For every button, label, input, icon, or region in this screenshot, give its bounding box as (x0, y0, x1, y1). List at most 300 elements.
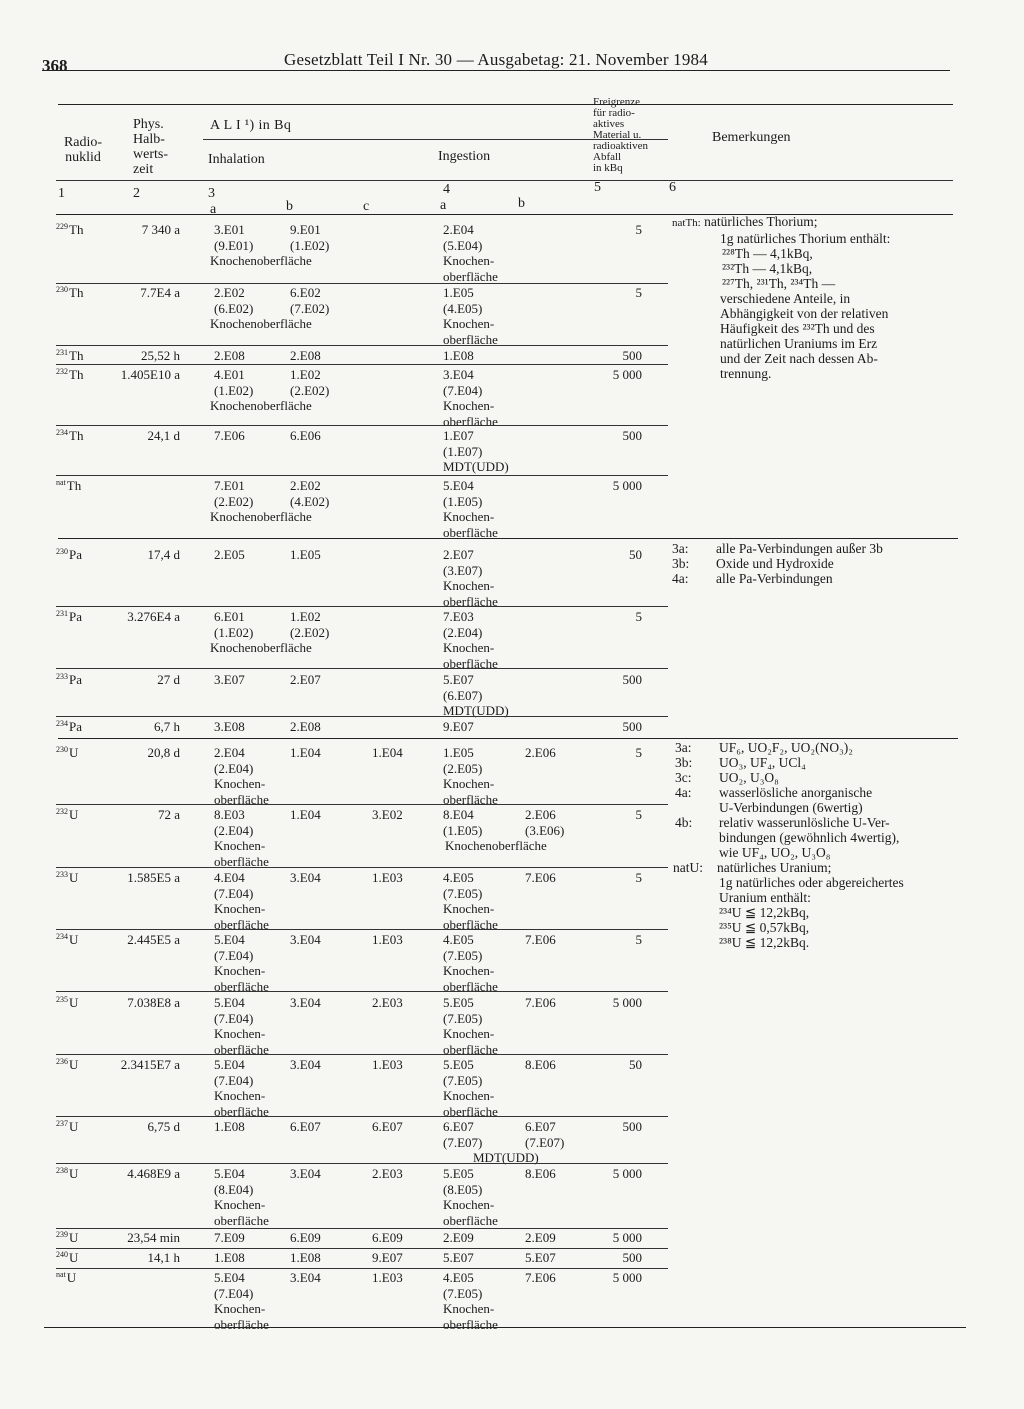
remarks-uranium: 3a: UF₆, UO₂F₂, UO₂(NO₃)₂ 3b: UO₃, UF₄, UCl₄ 3c: UO₂, U₃O₈ 4a: wasserlösliche anorganische U-Verbindungen (6wertig) 4b: relativ wasserunlösliche U-Ver- bindungen (gewöhnlich 4wertig), wie UF₄, UO₂, U₃O₈ natU: natürliches Uranium; 1g natürliches oder abgereichertes Uranium enthält: ²³⁴U ≦ 12,2kBq, ²³⁵U ≦ 0,57kBq, ²³⁸U ≦ 12,2kBq. (673, 740, 904, 950)
inhalation-a-cell-line: Knochen- (214, 776, 266, 791)
header-rule (42, 70, 950, 71)
ingestion-b-cell-line: 2.E06 (525, 745, 556, 760)
subcol-3a: a (210, 202, 217, 217)
inhalation-a-cell-line: 1.E08 (214, 1250, 245, 1265)
radionuklid-cell (56, 285, 83, 301)
ingestion-a-cell-line: 4.E05 (443, 1270, 474, 1285)
mass-number: 232 (56, 807, 68, 816)
element-symbol: U (69, 932, 79, 947)
inhalation-c-cell (372, 870, 403, 886)
subcol-4b: b (518, 196, 525, 211)
inhalation-a-cell-line: 7.E09 (214, 1230, 245, 1245)
halbwertszeit-cell: 6,7 h (154, 719, 180, 734)
inhalation-a-cell-line: 3.E08 (214, 719, 245, 734)
ingestion-a-cell-line: (1.E05) (443, 822, 483, 838)
inhalation-a-cell-line: (9.E01) (214, 237, 254, 253)
ingestion-b-cell-line: 7.E06 (525, 870, 556, 885)
inhalation-a-cell-line: Knochen- (214, 1026, 266, 1041)
mass-number: 231 (56, 348, 68, 357)
inhalation-b-cell (290, 995, 321, 1011)
ingestion-a-cell-line: oberfläche (443, 331, 498, 347)
halbwertszeit-cell: 3.276E4 a (127, 609, 180, 624)
ingestion-a-cell-line: 1.E07 (443, 428, 474, 443)
halbwertszeit-cell: 4.468E9 a (127, 1166, 180, 1181)
inhalation-a-cell (214, 348, 245, 364)
row-rule (56, 991, 668, 992)
ingestion-a-cell-line: (7.E05) (443, 885, 483, 901)
ingestion-b-cell (525, 932, 556, 948)
halbwertszeit-cell: 17,4 d (147, 547, 180, 562)
ingestion-a-cell-line: Knochen- (443, 1301, 495, 1316)
inhalation-a-cell (214, 428, 245, 444)
colnum-1: 1 (58, 186, 65, 201)
halbwertszeit-cell: 25,52 h (141, 348, 180, 363)
ingestion-a-cell-line: Knochen- (443, 398, 495, 413)
element-symbol: U (69, 1230, 79, 1245)
ingestion-a-cell-line: oberfläche (443, 1041, 498, 1057)
ali-header: A L I ¹) in Bq (210, 118, 292, 133)
mass-number: 232 (56, 367, 68, 376)
ingestion-a-cell-line: (7.E05) (443, 1010, 483, 1026)
inhalation-b-cell (290, 807, 321, 823)
freigrenze-cell: 50 (629, 547, 642, 562)
inhalation-c-cell-line: 6.E09 (372, 1230, 403, 1245)
remarks-thorium: natTh: natürliches Thorium; 1g natürliches Thorium enthält: ²²⁸Th — 4,1kBq, ²³²Th — 4,1kBq, ²²⁷Th, ²³¹Th, ²³⁴Th — verschiedene Anteile, in Abhängigkeit von der relativen Häufigkeit des ²³²Th und des natürlichen Uraniums im Erz und der Zeit nach dessen Ab- trennung. (672, 214, 891, 381)
element-symbol: U (69, 870, 79, 885)
inhalation-a-cell-line: oberfläche (214, 791, 269, 807)
inhalation-b-cell-line: 2.E07 (290, 672, 321, 687)
inhalation-a-cell (214, 932, 269, 994)
ingestion-a-cell-line: (4.E05) (443, 300, 483, 316)
row-rule (56, 716, 668, 717)
ingestion-a-cell-line: MDT(UDD) (443, 703, 509, 718)
row-rule (56, 425, 668, 426)
row-rule (56, 1163, 668, 1164)
col-radionuklid-header: Radio- nuklid (63, 135, 103, 165)
ingestion-a-cell (443, 745, 498, 807)
ingestion-a-cell-line: oberfläche (443, 593, 498, 609)
ingestion-a-cell-line: (6.E07) (443, 687, 483, 703)
ingestion-b-cell (525, 807, 564, 838)
inhalation-b-cell-line: (7.E02) (290, 300, 330, 316)
radionuklid-cell (56, 547, 82, 563)
freigrenze-cell: 5 (635, 807, 642, 822)
inhalation-b-cell-line: (2.E02) (290, 624, 330, 640)
mass-number: 236 (56, 1057, 68, 1066)
inhalation-b-cell-line: 1.E08 (290, 1250, 321, 1265)
mass-number: 233 (56, 870, 68, 879)
inhalation-b-cell (290, 1057, 321, 1073)
inhalation-b-cell-line: 3.E04 (290, 932, 321, 947)
inhalation-a-cell-line: 1.E08 (214, 1119, 245, 1134)
radionuklid-cell (56, 1166, 78, 1182)
freigrenze-cell: 5 (635, 609, 642, 624)
radionuklid-cell (56, 807, 78, 823)
inhalation-b-cell-line: 3.E04 (290, 995, 321, 1010)
inhalation-a-cell-line: oberfläche (214, 1212, 269, 1228)
radionuklid-cell (56, 348, 83, 364)
ingestion-a-cell-line: 3.E04 (443, 367, 474, 382)
ingestion-b-cell (525, 1166, 556, 1182)
element-symbol: Pa (69, 609, 82, 624)
ingestion-a-cell (443, 285, 498, 347)
ingestion-b-cell (525, 1250, 556, 1266)
ingestion-a-cell (443, 367, 498, 429)
inhalation-b-cell (290, 367, 329, 398)
inhalation-a-cell-line: (6.E02) (214, 300, 254, 316)
ingestion-b-cell-line: 7.E06 (525, 995, 556, 1010)
mass-number: 233 (56, 672, 68, 681)
freigrenze-cell: 5 (635, 870, 642, 885)
ingestion-b-cell-line: 8.E06 (525, 1057, 556, 1072)
row-rule (56, 1116, 668, 1117)
ingestion-a-cell-line: (7.E05) (443, 1072, 483, 1088)
halbwertszeit-cell: 7.038E8 a (127, 995, 180, 1010)
inhalation-b-cell-line: 2.E08 (290, 348, 321, 363)
inhalation-a-cell (214, 745, 269, 807)
inhalation-c-cell-line: 2.E03 (372, 995, 403, 1010)
ingestion-a-cell-line: oberfläche (443, 978, 498, 994)
inhalation-a-cell (214, 609, 253, 640)
inhalation-b-cell-line: 3.E04 (290, 1166, 321, 1181)
mass-number: 237 (56, 1119, 68, 1128)
inhalation-a-cell-line: oberfläche (214, 1316, 269, 1332)
inhalation-note: Knochenoberfläche (210, 316, 312, 331)
inhalation-a-cell-line: Knochen- (214, 901, 266, 916)
element-symbol: U (69, 745, 79, 760)
inhalation-b-cell-line: 6.E09 (290, 1230, 321, 1245)
inhalation-b-cell-line: 3.E04 (290, 870, 321, 885)
ingestion-a-cell (443, 1166, 498, 1228)
inhalation-a-cell-line: Knochen- (214, 963, 266, 978)
colnum-6: 6 (669, 180, 676, 195)
inhalation-b-cell-line: 1.E02 (290, 367, 321, 382)
inhalation-c-cell (372, 1250, 403, 1266)
ingestion-a-cell-line: 1.E05 (443, 285, 474, 300)
inhalation-a-cell (214, 478, 253, 509)
mass-number: 240 (56, 1250, 68, 1259)
inhalation-c-cell (372, 807, 403, 823)
ingestion-a-cell-line: 5.E04 (443, 478, 474, 493)
element-symbol: Th (69, 285, 84, 300)
inhalation-c-cell-line: 1.E04 (372, 745, 403, 760)
ingestion-a-cell-line: (8.E05) (443, 1181, 483, 1197)
inhalation-c-cell-line: 1.E03 (372, 932, 403, 947)
inhalation-a-cell-line: oberfläche (214, 853, 269, 869)
inhalation-a-cell (214, 1270, 269, 1332)
ingestion-b-cell (525, 995, 556, 1011)
inhalation-b-cell (290, 348, 321, 364)
inhalation-a-cell-line: (2.E02) (214, 493, 254, 509)
ingestion-a-cell-line: MDT(UDD) (443, 459, 509, 474)
inhalation-a-cell (214, 1166, 269, 1228)
table-bottom-rule (44, 1327, 966, 1328)
inhalation-a-cell-line: 4.E04 (214, 870, 245, 885)
mass-number: 234 (56, 719, 68, 728)
subcol-4a: a (440, 198, 447, 213)
row-rule (56, 929, 668, 930)
inhalation-b-cell-line: 2.E08 (290, 719, 321, 734)
inhalation-b-cell-line: (2.E02) (290, 382, 330, 398)
inhalation-c-cell (372, 1119, 403, 1135)
mass-number: 231 (56, 609, 68, 618)
inhalation-b-cell-line: 3.E04 (290, 1270, 321, 1285)
inhalation-a-cell (214, 807, 269, 869)
ingestion-a-cell (443, 222, 498, 284)
col-freigrenze-header: Freigrenze für radio- aktives Material u. radioaktiven Abfall in kBq (593, 96, 648, 174)
inhalation-a-cell-line: oberfläche (214, 1041, 269, 1057)
halbwertszeit-cell: 6,75 d (147, 1119, 180, 1134)
inhalation-b-cell-line: 1.E02 (290, 609, 321, 624)
inhalation-b-cell (290, 745, 321, 761)
inhalation-note: Knochenoberfläche (210, 509, 312, 524)
ingestion-header: Ingestion (438, 149, 491, 164)
freigrenze-cell: 5 (635, 932, 642, 947)
ingestion-a-cell (443, 547, 498, 609)
radionuklid-cell (56, 1057, 78, 1073)
inhalation-a-cell-line: 2.E08 (214, 348, 245, 363)
element-symbol: U (69, 1057, 79, 1072)
radionuklid-cell (56, 932, 78, 948)
ingestion-a-cell (443, 870, 498, 932)
group-rule-pa (58, 738, 958, 739)
halbwertszeit-cell: 2.3415E7 a (120, 1057, 180, 1072)
ingestion-a-cell-line: (2.E05) (443, 760, 483, 776)
ingestion-a-cell (443, 348, 474, 364)
ingestion-a-cell (443, 995, 498, 1057)
ingestion-a-cell-line: oberfläche (443, 268, 498, 284)
page-number: 368 (42, 56, 68, 75)
inhalation-b-cell (290, 932, 321, 948)
radionuklid-cell (56, 222, 83, 238)
radionuklid-cell (56, 719, 82, 735)
inhalation-a-cell-line: 5.E04 (214, 1270, 245, 1285)
inhalation-a-cell-line: Knochen- (214, 1197, 266, 1212)
inhalation-c-cell-line: 1.E03 (372, 1270, 403, 1285)
inhalation-a-cell-line: (1.E02) (214, 624, 254, 640)
element-symbol: Th (69, 428, 84, 443)
inhalation-b-cell (290, 1270, 321, 1286)
inhalation-b-cell-line: 6.E06 (290, 428, 321, 443)
remarks-protactinium: 3a: alle Pa-Verbindungen außer 3b 3b: Oxide und Hydroxide 4a: alle Pa-Verbindungen (672, 541, 883, 586)
mass-number: 230 (56, 745, 68, 754)
mass-number: nat (56, 1270, 66, 1279)
ingestion-a-cell-line: oberfläche (443, 1103, 498, 1119)
radionuklid-cell (56, 672, 82, 688)
inhalation-c-cell (372, 1230, 403, 1246)
row-rule (56, 1054, 668, 1055)
ingestion-b-cell-line: 8.E06 (525, 1166, 556, 1181)
inhalation-a-cell-line: 4.E01 (214, 367, 245, 382)
inhalation-b-cell (290, 1250, 321, 1266)
freigrenze-cell: 500 (622, 348, 642, 363)
row-rule (56, 668, 668, 669)
inhalation-note: Knochenoberfläche (210, 640, 312, 655)
inhalation-b-cell (290, 1166, 321, 1182)
inhalation-a-cell-line: Knochen- (214, 838, 266, 853)
row-rule (56, 1268, 668, 1269)
ingestion-b-cell (525, 1230, 556, 1246)
inhalation-b-cell (290, 1230, 321, 1246)
mass-number: 230 (56, 547, 68, 556)
element-symbol: Th (69, 367, 84, 382)
inhalation-a-cell (214, 222, 253, 253)
inhalation-b-cell-line: 6.E02 (290, 285, 321, 300)
inhalation-c-cell (372, 1057, 403, 1073)
radionuklid-cell (56, 870, 78, 886)
freigrenze-cell: 5 (635, 285, 642, 300)
inhalation-b-cell-line: 1.E04 (290, 745, 321, 760)
radionuklid-cell (56, 1270, 76, 1286)
ingestion-a-cell-line: 4.E05 (443, 932, 474, 947)
ingestion-b-cell-line: 2.E09 (525, 1230, 556, 1245)
inhalation-b-cell (290, 1119, 321, 1135)
ingestion-b-cell-line: 5.E07 (525, 1250, 556, 1265)
freigrenze-cell: 5 000 (612, 367, 642, 382)
inhalation-b-cell (290, 672, 321, 688)
inhalation-a-cell-line: oberfläche (214, 916, 269, 932)
ingestion-a-cell-line: (1.E07) (443, 443, 483, 459)
inhalation-a-cell-line: 2.E04 (214, 745, 245, 760)
ingestion-a-cell-line: 7.E03 (443, 609, 474, 624)
ingestion-b-cell-line: 7.E06 (525, 932, 556, 947)
radionuklid-cell (56, 1230, 78, 1246)
inhalation-a-cell-line: 5.E04 (214, 932, 245, 947)
inhalation-a-cell-line: oberfläche (214, 978, 269, 994)
ingestion-a-cell-line: oberfläche (443, 655, 498, 671)
inhalation-b-cell-line: (4.E02) (290, 493, 330, 509)
element-symbol: U (69, 1250, 79, 1265)
ingestion-a-cell-line: Knochen- (443, 776, 495, 791)
inhalation-a-cell-line: 6.E01 (214, 609, 245, 624)
halbwertszeit-cell: 27 d (157, 672, 180, 687)
ingestion-a-cell-line: 6.E07 (443, 1119, 474, 1134)
inhalation-b-cell-line: 2.E02 (290, 478, 321, 493)
inhalation-header: Inhalation (208, 152, 265, 167)
ingestion-a-cell-line: Knochen- (443, 578, 495, 593)
radionuklid-cell (56, 609, 82, 625)
ingestion-a-cell-line: (5.E04) (443, 237, 483, 253)
colnum-5: 5 (594, 180, 601, 195)
ingestion-note: Knochenoberfläche (445, 838, 547, 853)
ingestion-a-cell-line: Knochen- (443, 509, 495, 524)
remark-th-label: natTh: (672, 217, 701, 229)
ingestion-a-cell (443, 609, 498, 671)
inhalation-a-cell-line: 5.E04 (214, 995, 245, 1010)
inhalation-a-cell (214, 1230, 245, 1246)
freigrenze-cell: 50 (629, 1057, 642, 1072)
inhalation-a-cell (214, 672, 245, 688)
ingestion-a-cell-line: oberfläche (443, 524, 498, 540)
ingestion-a-cell-line: Knochen- (443, 963, 495, 978)
element-symbol: Pa (69, 719, 82, 734)
element-symbol: Pa (69, 672, 82, 687)
freigrenze-cell: 500 (622, 428, 642, 443)
inhalation-a-cell (214, 995, 269, 1057)
ingestion-a-cell-line: oberfläche (443, 916, 498, 932)
freigrenze-cell: 5 (635, 745, 642, 760)
inhalation-a-cell (214, 1250, 245, 1266)
halbwertszeit-cell: 1.405E10 a (120, 367, 180, 382)
ingestion-a-cell-line: oberfläche (443, 1212, 498, 1228)
ingestion-a-cell-line: 5.E07 (443, 1250, 474, 1265)
element-symbol: U (69, 807, 79, 822)
element-symbol: U (69, 995, 79, 1010)
ingestion-a-cell-line: (1.E05) (443, 493, 483, 509)
inhalation-b-cell (290, 478, 329, 509)
ingestion-note: MDT(UDD) (473, 1150, 539, 1165)
inhalation-a-cell-line: 8.E03 (214, 807, 245, 822)
ingestion-a-cell-line: (3.E07) (443, 562, 483, 578)
halbwertszeit-cell: 2.445E5 a (127, 932, 180, 947)
ingestion-a-cell-line: (2.E04) (443, 624, 483, 640)
inhalation-a-cell (214, 285, 253, 316)
radionuklid-cell (56, 745, 78, 761)
inhalation-a-cell-line: (7.E04) (214, 947, 254, 963)
inhalation-a-cell-line: Knochen- (214, 1088, 266, 1103)
element-symbol: Th (69, 348, 84, 363)
ingestion-a-cell (443, 1057, 498, 1119)
ingestion-a-cell (443, 478, 498, 540)
inhalation-a-cell-line: 3.E07 (214, 672, 245, 687)
radionuklid-cell (56, 1250, 78, 1266)
ingestion-a-cell-line: 9.E07 (443, 719, 474, 734)
ingestion-a-cell-line: Knochen- (443, 1197, 495, 1212)
ingestion-a-cell-line: 5.E05 (443, 1166, 474, 1181)
ingestion-a-cell-line: 2.E07 (443, 547, 474, 562)
inhalation-a-cell-line: (7.E04) (214, 1285, 254, 1301)
inhalation-a-cell-line: (1.E02) (214, 382, 254, 398)
ingestion-a-cell (443, 1270, 498, 1332)
inhalation-a-cell (214, 367, 253, 398)
ingestion-a-cell-line: oberfläche (443, 791, 498, 807)
freigrenze-cell: 5 000 (612, 1270, 642, 1285)
row-rule (56, 606, 668, 607)
col-halbwertszeit-header: Phys. Halb- werts- zeit (133, 117, 168, 177)
freigrenze-cell: 5 000 (612, 478, 642, 493)
ingestion-a-cell (443, 428, 509, 475)
inhalation-c-cell (372, 745, 403, 761)
colnum-4: 4 (443, 182, 450, 197)
mass-number: 229 (56, 222, 68, 231)
halbwertszeit-cell: 7.7E4 a (140, 285, 180, 300)
freigrenze-cell: 5 (635, 222, 642, 237)
inhalation-a-cell-line: 7.E01 (214, 478, 245, 493)
inhalation-note: Knochenoberfläche (210, 398, 312, 413)
inhalation-b-cell-line: 9.E01 (290, 222, 321, 237)
mass-number: 234 (56, 932, 68, 941)
ingestion-a-cell-line: 5.E07 (443, 672, 474, 687)
element-symbol: Th (69, 222, 84, 237)
radionuklid-cell (56, 478, 81, 494)
inhalation-b-cell (290, 609, 329, 640)
halbwertszeit-cell: 1.585E5 a (127, 870, 180, 885)
row-rule (56, 283, 668, 284)
ingestion-a-cell-line: 4.E05 (443, 870, 474, 885)
halbwertszeit-cell: 23,54 min (127, 1230, 180, 1245)
inhalation-a-cell (214, 719, 245, 735)
element-symbol: Pa (69, 547, 82, 562)
ingestion-b-cell (525, 745, 556, 761)
ingestion-a-cell-line: 8.E04 (443, 807, 474, 822)
mass-number: nat (56, 478, 66, 487)
inhalation-a-cell-line: (7.E04) (214, 1072, 254, 1088)
row-rule (56, 475, 668, 476)
subcol-3c: c (363, 199, 370, 214)
colnum-3: 3 (208, 186, 215, 201)
inhalation-b-cell-line: 6.E07 (290, 1119, 321, 1134)
ingestion-b-cell-line: 2.E06 (525, 807, 556, 822)
